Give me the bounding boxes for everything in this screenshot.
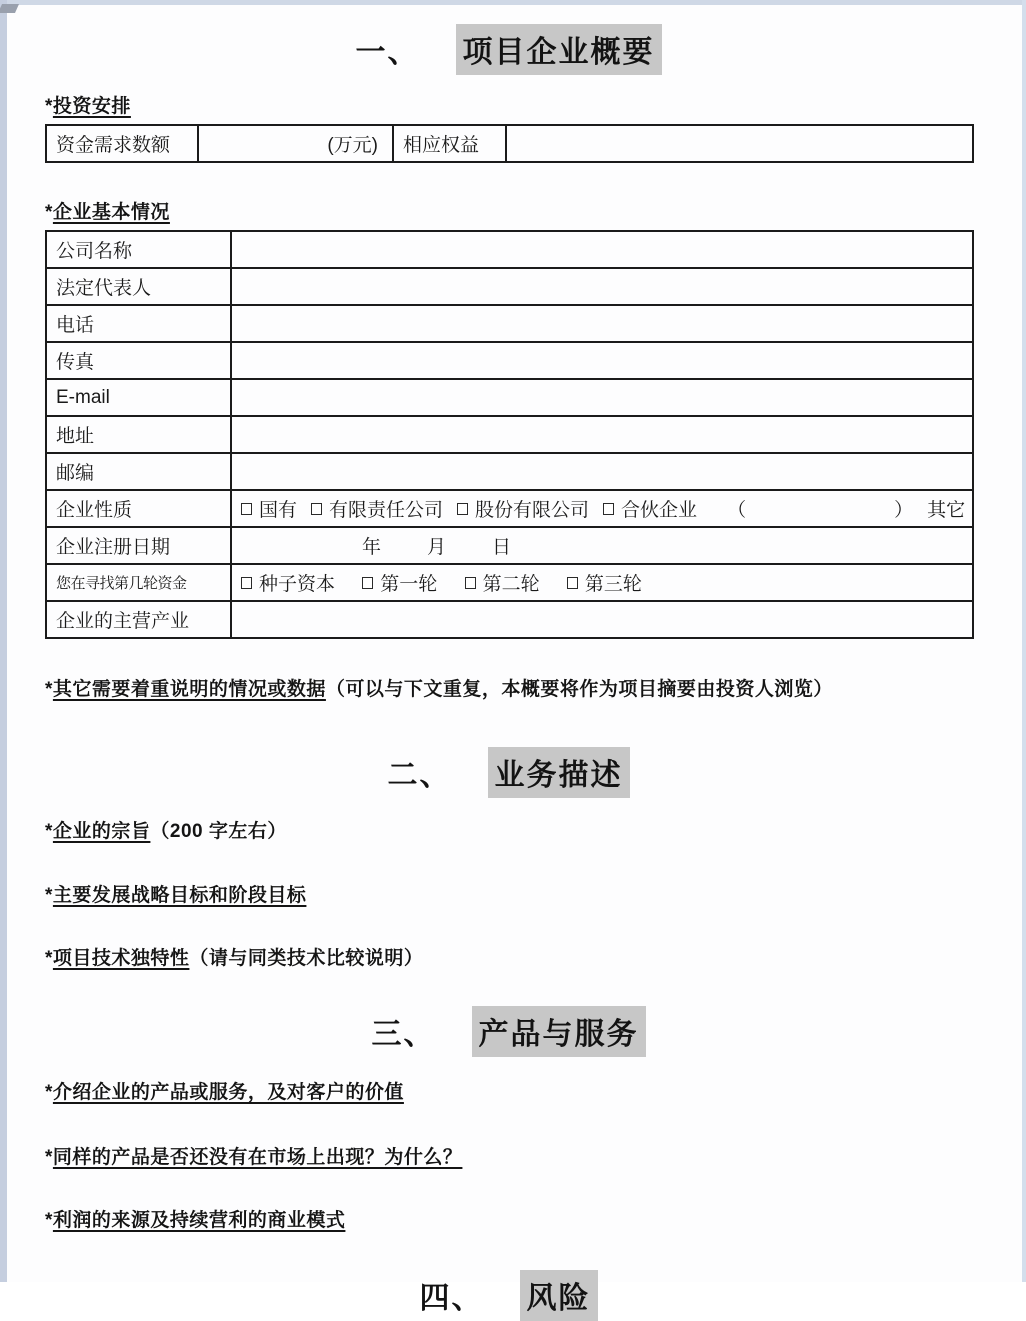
nature-option-label: 股份有限公司	[475, 500, 590, 521]
section-1-title: 项目企业概要	[456, 24, 662, 75]
section-1-number: 一、	[355, 36, 420, 69]
page-edge-right	[1022, 0, 1026, 1282]
summary-note-paren: （可以与下文重复，本概要将作为项目摘要由投资人浏览）	[325, 679, 833, 700]
item-main: 项目技术独特性	[52, 948, 190, 969]
enterprise-nature-label: 企业性质	[46, 490, 231, 527]
basic-info-heading-text: 企业基本情况	[52, 202, 170, 223]
summary-note	[45, 674, 972, 701]
summary-note-star: *	[45, 679, 53, 700]
round-option-label: 种子资本	[259, 574, 336, 595]
s2-item-purpose	[45, 816, 972, 843]
nature-option-jointstock	[457, 495, 589, 522]
item-main: 利润的来源及持续营利的商业模式	[52, 1210, 346, 1231]
investment-heading-text: 投资安排	[52, 96, 131, 117]
company-name-value[interactable]	[231, 231, 973, 268]
section-3-title: 产品与服务	[472, 1006, 646, 1057]
company-name-label: 公司名称	[46, 231, 231, 268]
item-star: *	[45, 1210, 53, 1231]
basic-info-heading	[45, 197, 972, 224]
checkbox-icon[interactable]	[457, 503, 468, 515]
corner-mark	[0, 4, 19, 13]
section-heading-2	[45, 747, 972, 798]
section-4-title: 风险	[520, 1270, 598, 1321]
nature-option-stateowned	[241, 495, 297, 522]
checkbox-icon[interactable]	[362, 577, 373, 589]
funding-round-label: 您在寻找第几轮资金	[46, 564, 231, 601]
nature-paren-open: （	[727, 500, 747, 521]
item-main: 介绍企业的产品或服务，及对客户的价值	[52, 1082, 404, 1103]
funding-amount-label-cell: 资金需求数额	[46, 125, 198, 162]
registration-date-label: 企业注册日期	[46, 527, 231, 564]
item-star: *	[45, 885, 53, 906]
funding-round-row	[46, 564, 973, 601]
round-option-label: 第三轮	[584, 574, 642, 595]
checkbox-icon[interactable]	[311, 503, 322, 515]
funding-round-value	[231, 564, 973, 601]
reg-date-year: 年	[362, 537, 382, 558]
section-2-title: 业务描述	[488, 747, 630, 798]
nature-option-label: 有限责任公司	[329, 500, 444, 521]
nature-other-label: 其它	[927, 500, 966, 521]
table-row	[46, 268, 973, 305]
s2-item-technology	[45, 943, 972, 970]
checkbox-icon[interactable]	[465, 577, 476, 589]
investment-table-row	[46, 125, 973, 162]
checkbox-icon[interactable]	[567, 577, 578, 589]
equity-value-cell[interactable]	[506, 125, 973, 162]
section-heading-4	[45, 1270, 972, 1321]
main-industry-label: 企业的主营产业	[46, 601, 231, 638]
main-industry-value[interactable]	[231, 601, 973, 638]
page-edge-left	[0, 0, 7, 1282]
item-main: 主要发展战略目标和阶段目标	[52, 885, 307, 906]
nature-option-label: 国有	[259, 500, 298, 521]
nature-other-blank[interactable]	[760, 499, 880, 519]
checkbox-icon[interactable]	[603, 503, 614, 515]
legal-rep-value[interactable]	[231, 268, 973, 305]
s3-item-products	[45, 1077, 972, 1104]
investment-heading-star: *	[45, 96, 53, 117]
round-option-third	[567, 569, 642, 596]
basic-info-heading-star: *	[45, 202, 53, 223]
address-value[interactable]	[231, 416, 973, 453]
nature-option-llc	[311, 495, 443, 522]
section-heading-1	[45, 24, 972, 75]
section-2-number: 二、	[387, 759, 452, 792]
postcode-label: 邮编	[46, 453, 231, 490]
checkbox-icon[interactable]	[241, 503, 252, 515]
postcode-value[interactable]	[231, 453, 973, 490]
table-row	[46, 379, 973, 416]
section-heading-3	[45, 1006, 972, 1057]
nature-option-partnership	[603, 495, 697, 522]
s2-item-strategy	[45, 880, 972, 907]
round-option-label: 第一轮	[380, 574, 438, 595]
nature-option-label: 合伙企业	[621, 500, 698, 521]
phone-value[interactable]	[231, 305, 973, 342]
table-row	[46, 453, 973, 490]
item-note: （200 字左右）	[150, 821, 287, 842]
registration-date-row	[46, 527, 973, 564]
checkbox-icon[interactable]	[241, 577, 252, 589]
s3-item-profit-model	[45, 1205, 972, 1232]
summary-note-main: 其它需要着重说明的情况或数据	[52, 679, 326, 700]
registration-date-value[interactable]	[231, 527, 973, 564]
fax-value[interactable]	[231, 342, 973, 379]
fax-label: 传真	[46, 342, 231, 379]
phone-label: 电话	[46, 305, 231, 342]
investment-heading	[45, 91, 972, 118]
table-row	[46, 416, 973, 453]
section-4-number: 四、	[419, 1282, 484, 1315]
item-star: *	[45, 1147, 53, 1168]
round-option-first	[362, 569, 437, 596]
round-option-seed	[241, 569, 335, 596]
table-row	[46, 342, 973, 379]
address-label: 地址	[46, 416, 231, 453]
basic-info-table	[45, 230, 974, 639]
enterprise-nature-value	[231, 490, 973, 527]
nature-paren-close: ）	[894, 500, 914, 521]
item-note: （请与同类技术比较说明）	[189, 948, 424, 969]
section-3-number: 三、	[371, 1018, 436, 1051]
investment-table	[45, 124, 974, 163]
item-star: *	[45, 948, 53, 969]
item-star: *	[45, 1082, 53, 1103]
item-star: *	[45, 821, 53, 842]
table-row	[46, 305, 973, 342]
funding-unit-cell[interactable]: (万元)	[198, 125, 393, 162]
legal-rep-label: 法定代表人	[46, 268, 231, 305]
enterprise-nature-row	[46, 490, 973, 527]
round-option-label: 第二轮	[482, 574, 540, 595]
document-content	[45, 0, 972, 1321]
s3-item-market-novelty	[45, 1142, 972, 1169]
reg-date-month: 月	[427, 537, 447, 558]
main-industry-row	[46, 601, 973, 638]
item-main: 企业的宗旨	[52, 821, 151, 842]
reg-date-day: 日	[492, 537, 512, 558]
round-option-second	[465, 569, 540, 596]
email-value[interactable]	[231, 379, 973, 416]
item-main: 同样的产品是否还没有在市场上出现？为什么？	[52, 1147, 463, 1168]
email-label: E-mail	[46, 379, 231, 416]
table-row	[46, 231, 973, 268]
equity-label-cell: 相应权益	[393, 125, 506, 162]
